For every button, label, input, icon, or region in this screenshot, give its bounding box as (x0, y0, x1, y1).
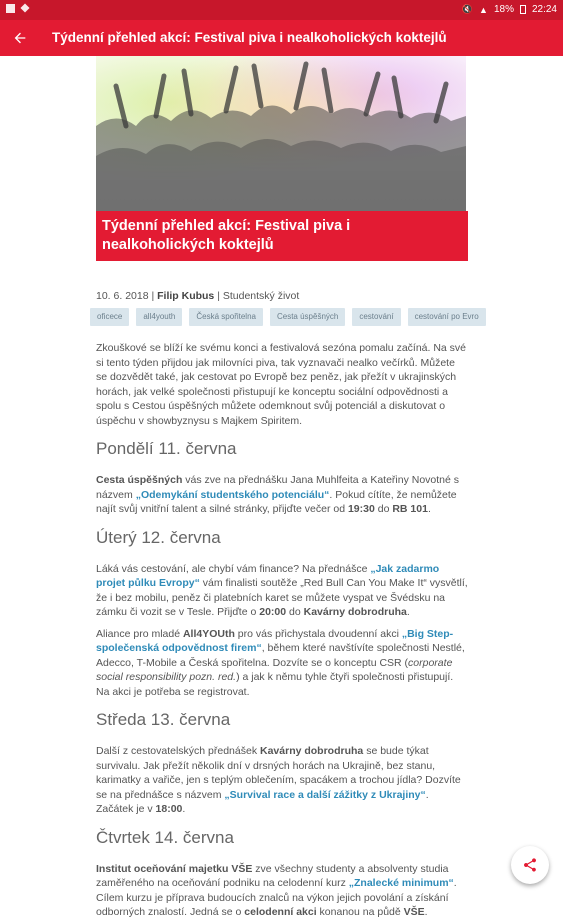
paragraph-thursday: Institut oceňování majetku VŠE zve všechny studenty a absolventy studia zaměřeného na oceňování podniku na celodenní kurz „Znalecké minimum“. Cílem kurzu je příprava budoucích znalců na výkon jejich povolání a získání odborných znalostí. Jedná se o celodenní akci konanou na půdě VŠE. (96, 862, 457, 918)
link-odemykani[interactable]: „Odemykání studentského potenciálu“ (135, 488, 330, 501)
article-title: Týdenní přehled akcí: Festival piva i nealkoholických koktejlů (96, 211, 468, 261)
article-intro: Zkouškové se blíží ke svému konci a festivalová sezóna pomalu začíná. Na své si tento týden přijdou jak milovníci piva, tak vyznavači nealko večírků. Můžete se dozvědět také, jak cestovat po Evropě bez peněz, jak přežít v ukrajinských horách, jak velké společnosti přistupují ke konceptu sociální odpovědnosti a spolu s Cestou úspěšných můžete odemknout svůj potenciál a diskutovat o úspěchu v showbyznysu s Majkem Spiritem. (96, 342, 467, 427)
tag[interactable]: cestování (352, 308, 400, 326)
tag[interactable]: oficece (90, 308, 129, 326)
status-bar (0, 0, 563, 20)
link-survival-race[interactable]: „Survival race a další zážitky z Ukrajiny“ (224, 788, 426, 801)
notification-icon (6, 4, 15, 13)
clock: 22:24 (531, 4, 557, 15)
hero-image (96, 56, 466, 211)
link-big-step[interactable]: „Big Step-společenská odpovědnost firem“ (96, 627, 454, 654)
tag[interactable]: Cesta úspěšných (270, 308, 345, 326)
paragraph-tuesday-1: Láká vás cestování, ale chybí vám finance? Na přednášce „Jak zadarmo projet půlku Evropy“ vám finalisti soutěže „Red Bull Can You Make It“ vysvětlí, že i bez mobilu, peněz či platebních karet se můžete vyspat ve Švédsku na zámku či vozit se v Tesle. Přijďte o 20:00 do Kavárny dobrodruha. (96, 562, 468, 618)
battery-icon (520, 5, 526, 14)
paragraph-tuesday-2: Aliance pro mladé All4YOUth pro vás přichystala dvoudenní akci „Big Step-společenská odpovědnost firem“, během které navštívíte společnosti Nestlé, Adecco, T-Mobile a Česká spořitelna. Dozvíte se o konceptu CSR (corporate social responsibility pozn. red.) a jak k němu tyhle čtyři společnosti přistupují. Na akci je potřeba se registrovat. (96, 627, 465, 698)
app-bar (0, 20, 563, 56)
tag[interactable]: all4youth (136, 308, 182, 326)
back-button[interactable] (6, 24, 34, 52)
article-date: 10. 6. 2018 (96, 290, 149, 302)
app-bar-title: Týdenní přehled akcí: Festival piva i nealkoholických koktejlů (52, 30, 447, 45)
section-heading-tuesday: Úterý 12. června (96, 527, 221, 547)
article-category[interactable]: Studentský život (222, 290, 300, 302)
article-meta: 10. 6. 2018 | Filip Kubus | Studentský život (96, 290, 300, 302)
play-store-icon (20, 3, 29, 12)
section-heading-wednesday: Středa 13. června (96, 710, 231, 729)
paragraph-wednesday: Další z cestovatelských přednášek Kavárny dobrodruha se bude týkat survivalu. Jak přežít několik dní v drsných horách na Ukrajině, bez stanu, karimatky a vařiče, jen s teplým oblečením, spacákem a trochou jídla? Dozvíte se na přednášce s názvem „Survival race a další zážitky z Ukrajiny“. Začátek je v 18:00. (96, 745, 461, 815)
tag[interactable]: cestování po Evro (408, 308, 486, 326)
mute-icon: 🔇 (461, 4, 474, 14)
article (96, 56, 479, 920)
paragraph-monday: Cesta úspěšných vás zve na přednášku Jana Muhlfeita a Kateřiny Novotné s názvem „Odemykání studentského potenciálu“. Pokud cítíte, že nemůžete najít svůj vnitřní talent a silné stránky, přijďte večer od 19:30 do RB 101. (96, 474, 460, 515)
section-heading-thursday: Čtvrtek 14. června (96, 827, 234, 847)
section-heading-monday: Pondělí 11. června (96, 439, 237, 458)
tag[interactable]: Česká spořitelna (189, 308, 263, 326)
battery-level: 18% (493, 4, 514, 15)
link-jak-zadarmo[interactable]: „Jak zadarmo projet půlku Evropy“ (96, 562, 440, 589)
link-znalecke-minimum[interactable]: „Znalecké minimum“ (348, 877, 454, 889)
share-button[interactable] (511, 846, 549, 884)
share-icon (522, 857, 538, 873)
article-author[interactable]: Filip Kubus (157, 290, 215, 302)
arrow-back-icon (12, 30, 28, 46)
tag-list[interactable] (96, 308, 479, 330)
wifi-icon: ▲ (479, 4, 488, 15)
